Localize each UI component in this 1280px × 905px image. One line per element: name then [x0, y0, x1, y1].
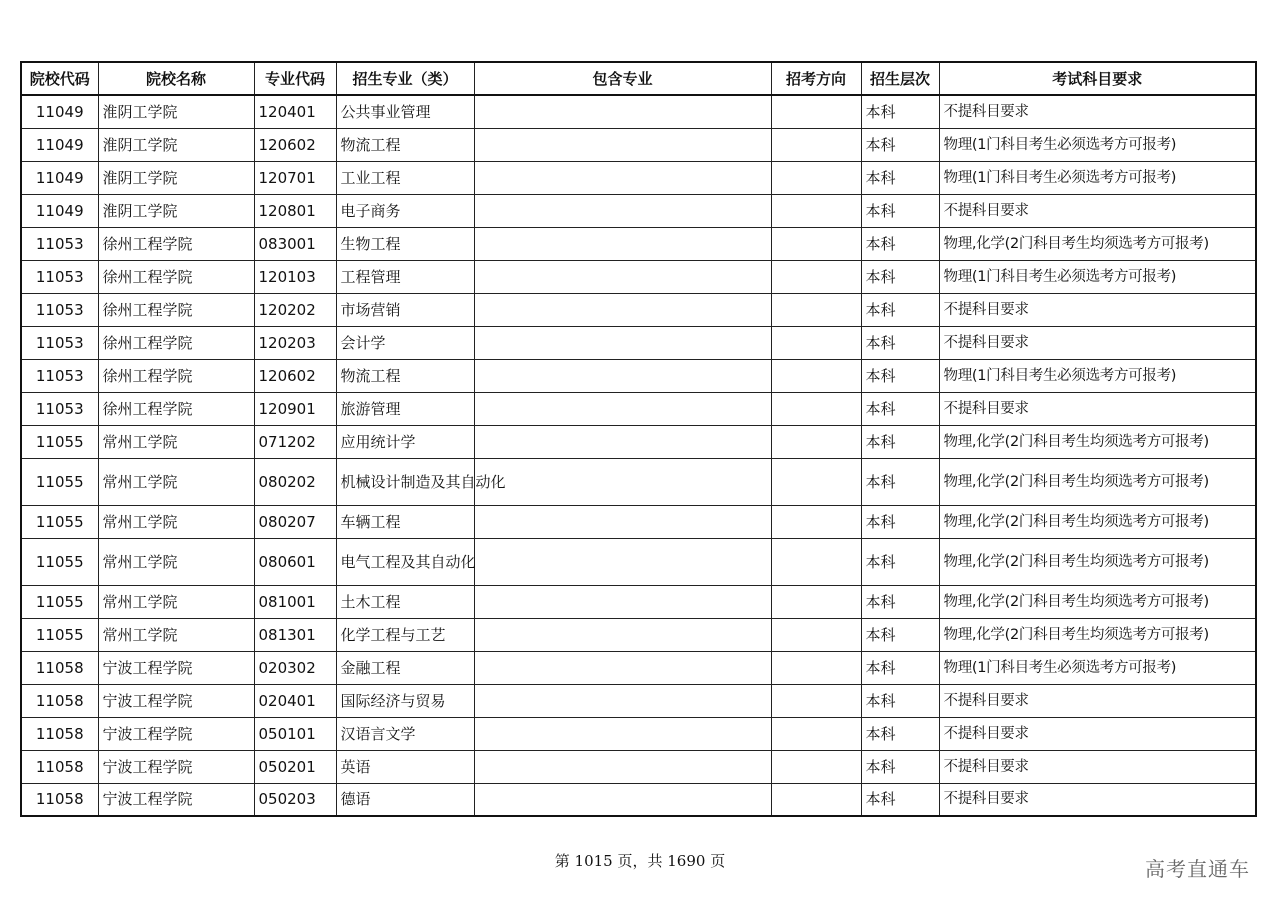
- cell-level: 本科: [861, 651, 939, 684]
- cell-level: 本科: [861, 458, 939, 505]
- cell-school-code: 11055: [21, 585, 98, 618]
- cell-level: 本科: [861, 717, 939, 750]
- cell-included-majors: [474, 783, 771, 816]
- table-row: [21, 585, 1256, 618]
- cell-direction: [771, 618, 861, 651]
- cell-school-name: 徐州工程学院: [98, 392, 254, 425]
- cell-school-code: 11049: [21, 161, 98, 194]
- cell-school-name: 淮阴工学院: [98, 161, 254, 194]
- cell-direction: [771, 359, 861, 392]
- cell-school-code: 11053: [21, 326, 98, 359]
- cell-level: 本科: [861, 227, 939, 260]
- cell-school-name: 淮阴工学院: [98, 194, 254, 227]
- cell-major-code: 050101: [254, 717, 336, 750]
- header-included-majors: 包含专业: [474, 62, 771, 95]
- cell-direction: [771, 458, 861, 505]
- cell-major: 德语: [336, 783, 474, 816]
- table-row: [21, 227, 1256, 260]
- cell-school-code: 11053: [21, 293, 98, 326]
- cell-school-code: 11053: [21, 260, 98, 293]
- cell-major-code: 081301: [254, 618, 336, 651]
- cell-level: 本科: [861, 750, 939, 783]
- cell-major: 化学工程与工艺: [336, 618, 474, 651]
- cell-direction: [771, 95, 861, 128]
- cell-school-name: 常州工学院: [98, 425, 254, 458]
- cell-major: 市场营销: [336, 293, 474, 326]
- cell-major-code: 120203: [254, 326, 336, 359]
- cell-level: 本科: [861, 260, 939, 293]
- cell-direction: [771, 227, 861, 260]
- cell-level: 本科: [861, 194, 939, 227]
- cell-major: 国际经济与贸易: [336, 684, 474, 717]
- table-row: [21, 161, 1256, 194]
- cell-included-majors: [474, 684, 771, 717]
- cell-included-majors: [474, 227, 771, 260]
- cell-included-majors: [474, 95, 771, 128]
- cell-school-name: 徐州工程学院: [98, 293, 254, 326]
- header-school-name: 院校名称: [98, 62, 254, 95]
- cell-requirement: 物理,化学(2门科目考生均须选考方可报考): [939, 458, 1256, 505]
- header-direction: 招考方向: [771, 62, 861, 95]
- cell-school-code: 11058: [21, 684, 98, 717]
- cell-school-name: 淮阴工学院: [98, 128, 254, 161]
- table-row: [21, 651, 1256, 684]
- cell-major: 应用统计学: [336, 425, 474, 458]
- table-row: [21, 194, 1256, 227]
- table-row: [21, 293, 1256, 326]
- cell-level: 本科: [861, 359, 939, 392]
- cell-included-majors: [474, 260, 771, 293]
- cell-direction: [771, 161, 861, 194]
- cell-level: 本科: [861, 326, 939, 359]
- cell-level: 本科: [861, 392, 939, 425]
- cell-included-majors: [474, 618, 771, 651]
- cell-major-code: 120901: [254, 392, 336, 425]
- cell-requirement: 不提科目要求: [939, 392, 1256, 425]
- cell-requirement: 不提科目要求: [939, 194, 1256, 227]
- cell-requirement: 物理,化学(2门科目考生均须选考方可报考): [939, 538, 1256, 585]
- cell-level: 本科: [861, 425, 939, 458]
- table-row: [21, 458, 1256, 505]
- cell-requirement: 物理(1门科目考生必须选考方可报考): [939, 359, 1256, 392]
- cell-included-majors: [474, 538, 771, 585]
- cell-school-code: 11055: [21, 618, 98, 651]
- table-row: [21, 425, 1256, 458]
- cell-major: 电气工程及其自动化: [336, 538, 474, 585]
- cell-requirement: 物理(1门科目考生必须选考方可报考): [939, 161, 1256, 194]
- cell-direction: [771, 128, 861, 161]
- cell-major-code: 120602: [254, 359, 336, 392]
- cell-level: 本科: [861, 618, 939, 651]
- cell-requirement: 物理,化学(2门科目考生均须选考方可报考): [939, 585, 1256, 618]
- cell-major: 汉语言文学: [336, 717, 474, 750]
- table-row: [21, 260, 1256, 293]
- cell-requirement: 物理,化学(2门科目考生均须选考方可报考): [939, 227, 1256, 260]
- table-row: [21, 326, 1256, 359]
- table-row: [21, 618, 1256, 651]
- cell-requirement: 不提科目要求: [939, 684, 1256, 717]
- cell-level: 本科: [861, 585, 939, 618]
- cell-requirement: 物理(1门科目考生必须选考方可报考): [939, 651, 1256, 684]
- cell-major-code: 120701: [254, 161, 336, 194]
- table-row: [21, 783, 1256, 816]
- cell-direction: [771, 684, 861, 717]
- cell-school-name: 常州工学院: [98, 585, 254, 618]
- cell-school-name: 宁波工程学院: [98, 783, 254, 816]
- cell-direction: [771, 538, 861, 585]
- cell-major-code: 050203: [254, 783, 336, 816]
- cell-school-code: 11055: [21, 538, 98, 585]
- cell-included-majors: [474, 505, 771, 538]
- cell-requirement: 不提科目要求: [939, 95, 1256, 128]
- header-level: 招生层次: [861, 62, 939, 95]
- cell-direction: [771, 783, 861, 816]
- cell-major-code: 080207: [254, 505, 336, 538]
- cell-direction: [771, 750, 861, 783]
- table-row: [21, 359, 1256, 392]
- cell-included-majors: [474, 651, 771, 684]
- table-row: [21, 750, 1256, 783]
- cell-direction: [771, 651, 861, 684]
- cell-level: 本科: [861, 538, 939, 585]
- cell-included-majors: [474, 359, 771, 392]
- cell-requirement: 不提科目要求: [939, 326, 1256, 359]
- cell-level: 本科: [861, 95, 939, 128]
- cell-school-code: 11049: [21, 128, 98, 161]
- cell-school-code: 11053: [21, 392, 98, 425]
- cell-major: 工业工程: [336, 161, 474, 194]
- cell-school-name: 宁波工程学院: [98, 684, 254, 717]
- cell-level: 本科: [861, 293, 939, 326]
- cell-school-code: 11049: [21, 95, 98, 128]
- watermark-text: 高考直通车: [1145, 857, 1250, 881]
- cell-direction: [771, 505, 861, 538]
- cell-included-majors: [474, 326, 771, 359]
- cell-requirement: 物理(1门科目考生必须选考方可报考): [939, 260, 1256, 293]
- cell-requirement: 不提科目要求: [939, 293, 1256, 326]
- cell-school-code: 11053: [21, 359, 98, 392]
- table-row: [21, 684, 1256, 717]
- table-body: [21, 95, 1256, 816]
- cell-major-code: 080601: [254, 538, 336, 585]
- cell-major: 车辆工程: [336, 505, 474, 538]
- cell-major-code: 071202: [254, 425, 336, 458]
- cell-included-majors: [474, 458, 771, 505]
- cell-major-code: 020401: [254, 684, 336, 717]
- page-number-footer: 第 1015 页，共 1690 页: [554, 852, 726, 870]
- cell-major: 生物工程: [336, 227, 474, 260]
- cell-school-name: 宁波工程学院: [98, 717, 254, 750]
- cell-major: 物流工程: [336, 128, 474, 161]
- cell-school-code: 11053: [21, 227, 98, 260]
- cell-major: 旅游管理: [336, 392, 474, 425]
- cell-direction: [771, 717, 861, 750]
- header-requirement: 考试科目要求: [939, 62, 1256, 95]
- cell-major-code: 080202: [254, 458, 336, 505]
- cell-included-majors: [474, 425, 771, 458]
- table-row: [21, 538, 1256, 585]
- cell-major: 工程管理: [336, 260, 474, 293]
- cell-school-code: 11058: [21, 651, 98, 684]
- cell-major-code: 081001: [254, 585, 336, 618]
- table-header-row: [21, 62, 1256, 95]
- header-major-code: 专业代码: [254, 62, 336, 95]
- cell-major-code: 020302: [254, 651, 336, 684]
- table-row: [21, 717, 1256, 750]
- cell-level: 本科: [861, 783, 939, 816]
- cell-requirement: 不提科目要求: [939, 750, 1256, 783]
- cell-school-code: 11058: [21, 750, 98, 783]
- cell-requirement: 物理,化学(2门科目考生均须选考方可报考): [939, 505, 1256, 538]
- cell-school-name: 常州工学院: [98, 505, 254, 538]
- cell-school-code: 11049: [21, 194, 98, 227]
- cell-major: 土木工程: [336, 585, 474, 618]
- table-row: [21, 128, 1256, 161]
- cell-level: 本科: [861, 128, 939, 161]
- cell-school-name: 徐州工程学院: [98, 260, 254, 293]
- cell-school-name: 常州工学院: [98, 538, 254, 585]
- cell-school-code: 11055: [21, 458, 98, 505]
- cell-major: 机械设计制造及其自动化: [336, 458, 474, 505]
- cell-major: 金融工程: [336, 651, 474, 684]
- cell-school-name: 宁波工程学院: [98, 750, 254, 783]
- cell-major-code: 120602: [254, 128, 336, 161]
- cell-school-name: 常州工学院: [98, 458, 254, 505]
- cell-included-majors: [474, 585, 771, 618]
- cell-major-code: 120103: [254, 260, 336, 293]
- cell-direction: [771, 425, 861, 458]
- cell-requirement: 物理,化学(2门科目考生均须选考方可报考): [939, 618, 1256, 651]
- cell-school-code: 11055: [21, 425, 98, 458]
- header-school-code: 院校代码: [21, 62, 98, 95]
- cell-major: 物流工程: [336, 359, 474, 392]
- cell-direction: [771, 585, 861, 618]
- enrollment-table: [20, 61, 1257, 817]
- cell-included-majors: [474, 392, 771, 425]
- cell-school-name: 常州工学院: [98, 618, 254, 651]
- cell-requirement: 物理,化学(2门科目考生均须选考方可报考): [939, 425, 1256, 458]
- cell-major-code: 120202: [254, 293, 336, 326]
- cell-direction: [771, 326, 861, 359]
- cell-included-majors: [474, 717, 771, 750]
- cell-included-majors: [474, 194, 771, 227]
- cell-school-name: 徐州工程学院: [98, 326, 254, 359]
- cell-school-code: 11058: [21, 717, 98, 750]
- cell-school-name: 淮阴工学院: [98, 95, 254, 128]
- cell-direction: [771, 194, 861, 227]
- cell-included-majors: [474, 293, 771, 326]
- cell-major: 公共事业管理: [336, 95, 474, 128]
- header-major: 招生专业（类）: [336, 62, 474, 95]
- cell-included-majors: [474, 750, 771, 783]
- cell-direction: [771, 392, 861, 425]
- cell-direction: [771, 260, 861, 293]
- cell-school-name: 宁波工程学院: [98, 651, 254, 684]
- cell-level: 本科: [861, 684, 939, 717]
- cell-major-code: 083001: [254, 227, 336, 260]
- cell-major: 电子商务: [336, 194, 474, 227]
- cell-level: 本科: [861, 505, 939, 538]
- table-row: [21, 392, 1256, 425]
- cell-requirement: 不提科目要求: [939, 717, 1256, 750]
- table-row: [21, 505, 1256, 538]
- cell-direction: [771, 293, 861, 326]
- cell-major-code: 120801: [254, 194, 336, 227]
- cell-major: 英语: [336, 750, 474, 783]
- cell-major-code: 120401: [254, 95, 336, 128]
- cell-school-name: 徐州工程学院: [98, 359, 254, 392]
- cell-school-code: 11058: [21, 783, 98, 816]
- table-row: [21, 95, 1256, 128]
- cell-school-code: 11055: [21, 505, 98, 538]
- cell-requirement: 不提科目要求: [939, 783, 1256, 816]
- cell-major-code: 050201: [254, 750, 336, 783]
- cell-requirement: 物理(1门科目考生必须选考方可报考): [939, 128, 1256, 161]
- cell-included-majors: [474, 128, 771, 161]
- cell-included-majors: [474, 161, 771, 194]
- cell-level: 本科: [861, 161, 939, 194]
- cell-major: 会计学: [336, 326, 474, 359]
- cell-school-name: 徐州工程学院: [98, 227, 254, 260]
